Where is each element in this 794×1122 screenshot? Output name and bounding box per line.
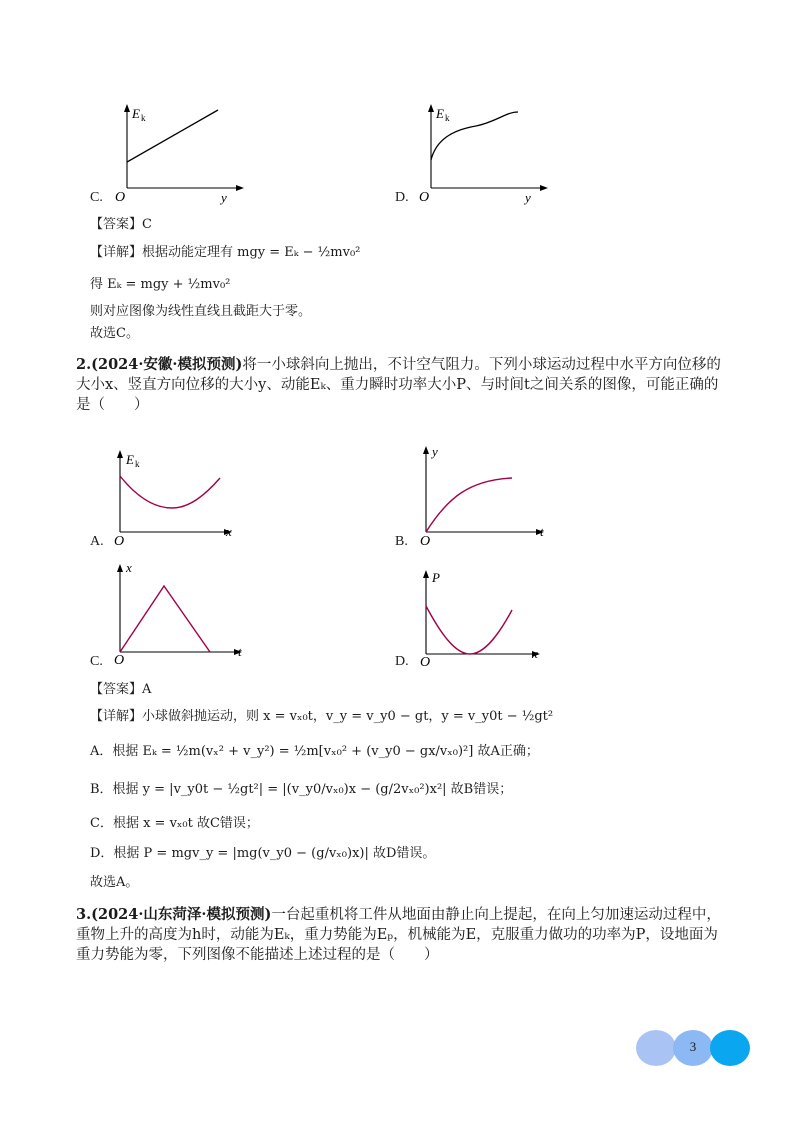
q2d-label: D. [395, 654, 409, 669]
q3-stem [76, 905, 728, 965]
q1-answer: 【答案】C [90, 217, 152, 232]
q2-stem-text: 将一小球斜向上抛出，不计空气阻力。下列小球运动过程中水平方向位移的大小x、竖直方向位移的大小y、动能Eₖ、重力瞬时功率大小P、与时间t之间关系的图像，可能正确的是（ ） [76, 357, 721, 413]
q2c-xlabel: t [238, 644, 242, 659]
q2b-label: B. [395, 534, 408, 549]
q1-conclusion: 故选C。 [90, 326, 139, 341]
q2d-origin: O [420, 655, 431, 670]
page-number: 3 [689, 1039, 697, 1054]
q1d-origin: O [419, 190, 430, 205]
q2a-label: A. [90, 534, 104, 549]
q2a-ylabel: E [126, 452, 134, 467]
q2-conclusion: 故选A。 [90, 875, 139, 890]
q2c-origin: O [114, 653, 125, 668]
q2-graph-a [102, 446, 242, 549]
q2-opt-c: C．根据 x = vₓ₀t 故C错误； [90, 816, 259, 831]
q2b-origin: O [420, 534, 431, 549]
q1c-xlabel: y [221, 190, 227, 205]
q1-detail-3: 则对应图像为线性直线且截距大于零。 [90, 304, 312, 319]
q2-source: (2024·安徽·模拟预测) [91, 356, 243, 373]
q2b-xlabel: t [540, 524, 544, 539]
q2a-xlabel: x [226, 524, 232, 539]
q1d-xlabel: y [525, 190, 531, 205]
q2a-origin: O [114, 534, 125, 549]
q1c-ylabel: E [132, 106, 140, 121]
q1d-ylabel: E [436, 106, 444, 121]
q3-stem-text: 一台起重机将工件从地面由静止向上提起，在向上匀加速运动过程中，重物上升的高度为h时，动能为Eₖ，重力势能为Eₚ，机械能为E，克服重力做功的功率为P，设地面为重力势能为零，下列图像不能描述上述过程的是（ ） [76, 907, 721, 963]
q1c-origin: O [115, 190, 126, 205]
q2-opt-d: D．根据 P = mgv_y = |mg(v_y0 − (g/vₓ₀)x)| 故D错误。 [90, 846, 436, 861]
svg-text:k: k [445, 113, 450, 123]
q2b-ylabel: y [432, 444, 438, 459]
q1-graph-c [110, 100, 250, 205]
q2-stem [76, 355, 726, 415]
q1-graph-d [414, 100, 554, 205]
q1c-label: C. [90, 190, 103, 205]
q1-detail-1: 【详解】根据动能定理有 mgy = Eₖ − ½mv₀² [90, 245, 361, 260]
svg-text:k: k [135, 459, 140, 469]
q2-number: 2. [76, 356, 92, 373]
q2-answer: 【答案】A [90, 682, 152, 697]
q2-graph-d [408, 566, 558, 670]
q2c-label: C. [90, 654, 103, 669]
q2d-ylabel: P [432, 570, 440, 585]
q2d-xlabel: x [532, 646, 538, 661]
q2c-ylabel: x [126, 560, 132, 575]
q2-detail: 【详解】小球做斜抛运动，则 x = vₓ₀t，v_y = v_y0 − gt，y = v_y0t − ½gt² [90, 709, 554, 724]
q3-number: 3. [76, 906, 92, 923]
q2-graph-b [408, 442, 558, 549]
page-bubble-left [636, 1030, 676, 1066]
svg-text:k: k [141, 113, 146, 123]
q2-graph-c [102, 560, 252, 668]
q1-detail-2: 得 Eₖ = mgy + ½mv₀² [90, 277, 231, 292]
q1d-label: D. [395, 190, 409, 205]
q2-opt-b: B．根据 y = |v_y0t − ½gt²| = |(v_y0/vₓ₀)x − (g/2vₓ₀²)x²| 故B错误； [90, 782, 513, 797]
q3-source: (2024·山东菏泽·模拟预测) [91, 906, 272, 923]
q2-opt-a: A．根据 Eₖ = ½m(vₓ² + v_y²) = ½m[vₓ₀² + (v_y0 − gx/vₓ₀)²] 故A正确； [90, 744, 539, 759]
page-bubble-right [710, 1030, 750, 1066]
